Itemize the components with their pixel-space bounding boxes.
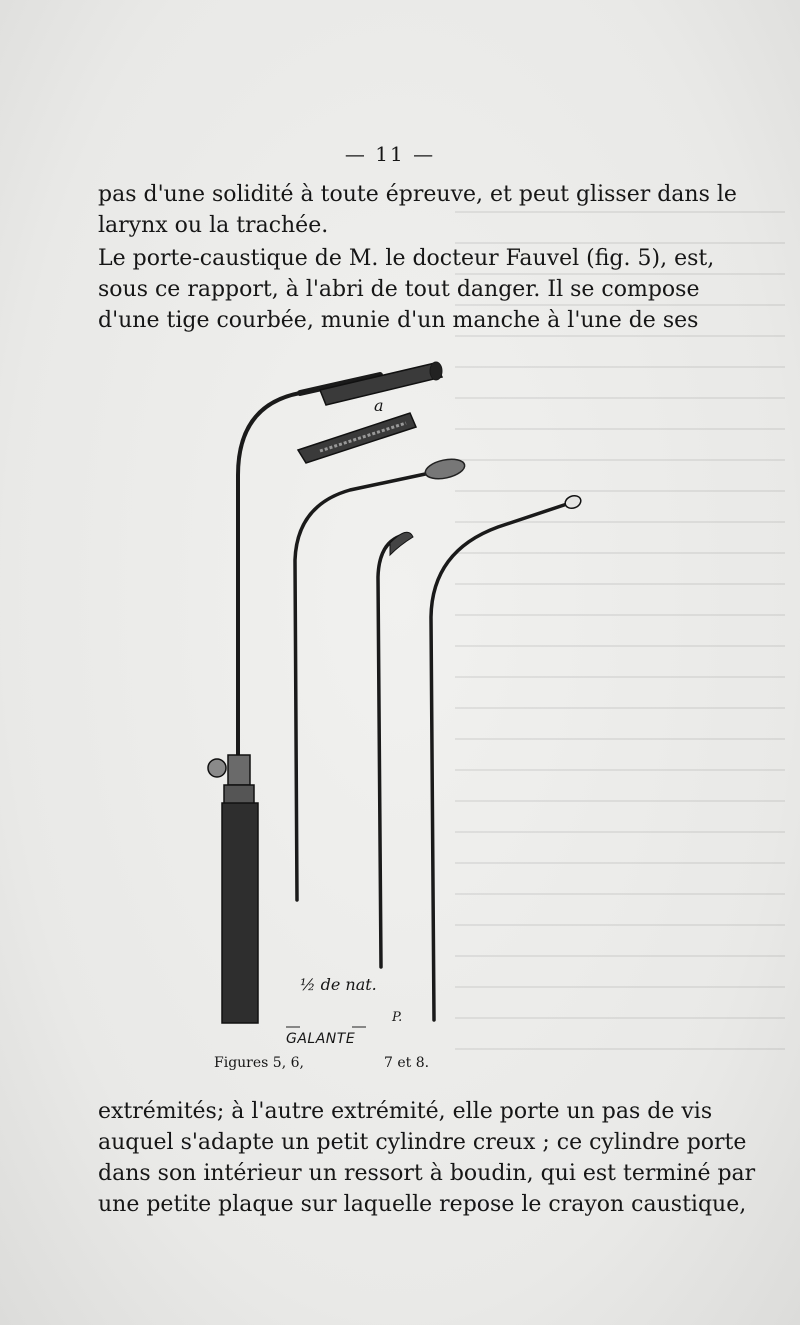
- text-line: Le porte-caustique de M. le docteur Fauvel (fig. 5), est,: [98, 246, 715, 271]
- text-line: pas d'une solidité à toute épreuve, et peut glisser dans le: [98, 182, 737, 207]
- instrument-illustration: [180, 355, 620, 1045]
- text-line: dans son intérieur un ressort à boudin, qui est terminé par: [98, 1161, 756, 1186]
- paragraph-top: [98, 179, 737, 241]
- caustic-holder-detail: [298, 396, 416, 463]
- paragraph-main: [98, 243, 715, 336]
- maker-mark: GALANTE: [286, 1031, 356, 1047]
- scale-note: ½ de nat.: [300, 975, 377, 994]
- detail-label: a: [374, 396, 384, 415]
- figure-caption-left: Figures 5, 6,: [214, 1055, 304, 1071]
- engraver-signature: P.: [392, 1010, 403, 1025]
- text-line: larynx ou la trachée.: [98, 213, 329, 238]
- uvula-lifter-instrument: [378, 532, 413, 967]
- porte-caustique-instrument: [208, 362, 442, 1023]
- text-line: d'une tige courbée, munie d'un manche à l'une de ses: [98, 308, 699, 333]
- text-line: extrémités; à l'autre extrémité, elle porte un pas de vis: [98, 1099, 713, 1124]
- text-line: une petite plaque sur laquelle repose le crayon caustique,: [98, 1192, 747, 1217]
- figure-caption-right: 7 et 8.: [384, 1055, 430, 1071]
- text-line: auquel s'adapte un petit cylindre creux ; ce cylindre porte: [98, 1130, 747, 1155]
- instrument-engraving: [180, 355, 620, 1045]
- paragraph-bottom: [98, 1096, 756, 1220]
- text-line: sous ce rapport, à l'abri de tout danger. Il se compose: [98, 277, 700, 302]
- page-number: — 11 —: [344, 142, 436, 166]
- scarificator-instrument: [431, 494, 583, 1020]
